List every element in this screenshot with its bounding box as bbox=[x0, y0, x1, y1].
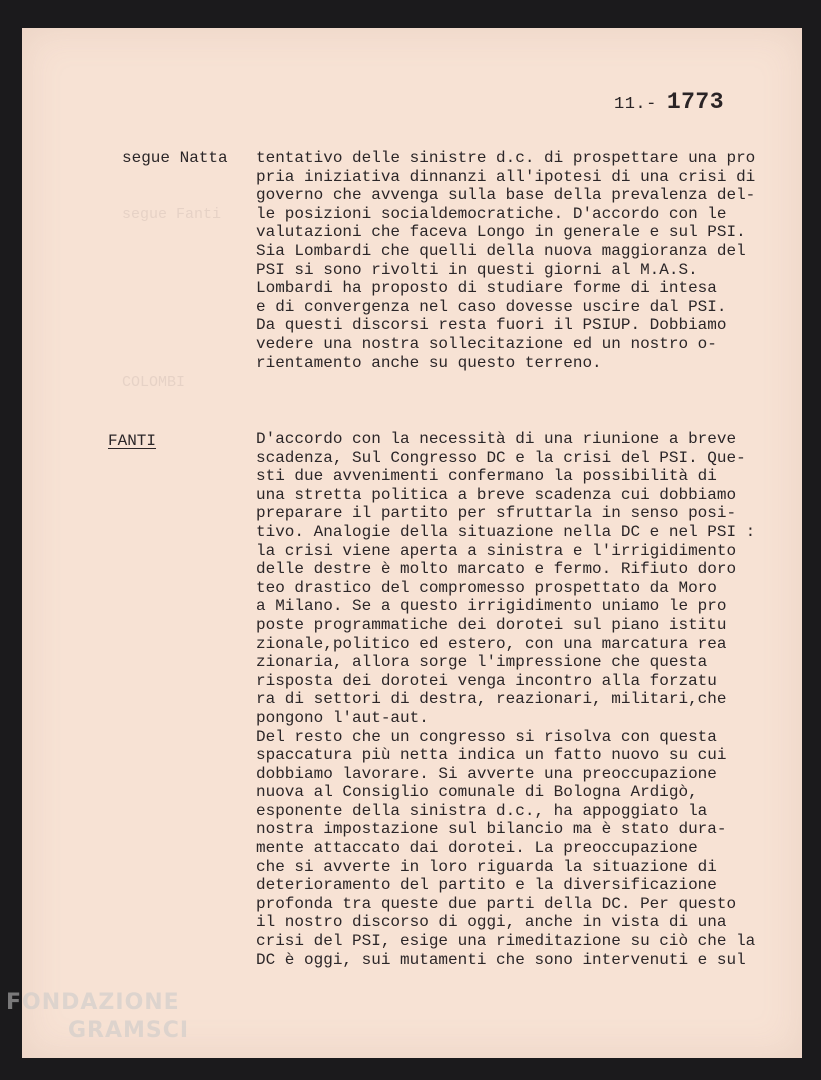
text-line: poste programmatiche dei dorotei sul piano istitu bbox=[256, 615, 727, 634]
text-line: tivo. Analogie della situazione nella DC e nel PSI : bbox=[256, 522, 756, 541]
text-line: Lombardi ha proposto di studiare forme di intesa bbox=[256, 279, 717, 298]
text-line: profonda tra queste due parti della DC. Per questo bbox=[256, 894, 737, 913]
text-line: sti due avvenimenti confermano la possibilità di bbox=[256, 467, 717, 486]
text-line: Da questi discorsi resta fuori il PSIUP. Dobbiamo bbox=[256, 316, 727, 335]
bleed-through-text: segue Fanti bbox=[122, 206, 222, 223]
text-line: tentativo delle sinistre d.c. di prospettare una pro bbox=[256, 149, 756, 167]
text-line: valutazioni che faceva Longo in generale e sul PSI. bbox=[256, 223, 746, 242]
text-line: la crisi viene aperta a sinistra e l'irrigidimento bbox=[256, 541, 737, 560]
page-number bbox=[614, 89, 724, 115]
text-line: teo drastico del compromesso prospettato da Moro bbox=[256, 578, 717, 597]
text-line: rientamento anche su questo terreno. bbox=[256, 353, 602, 372]
page-number-value: 1773 bbox=[666, 89, 725, 115]
watermark-line-2: GRAMSCI bbox=[68, 1018, 190, 1043]
text-line: Sia Lombardi che quelli della nuova maggioranza del bbox=[256, 241, 746, 260]
text-line: governo che avvenga sulla base della prevalenza del- bbox=[256, 186, 756, 205]
text-line: esponente della sinistra d.c., ha appoggiato la bbox=[256, 801, 708, 820]
text-line: pongono l'aut-aut. bbox=[256, 708, 429, 727]
text-line: a Milano. Se a questo irrigidimento uniamo le pro bbox=[256, 597, 727, 616]
text-line: nostra impostazione sul bilancio ma è stato dura- bbox=[256, 820, 727, 839]
text-line: DC è oggi, sui mutamenti che sono intervenuti e sul bbox=[256, 950, 746, 969]
text-line: spaccatura più netta indica un fatto nuovo su cui bbox=[256, 746, 727, 765]
text-line: delle destre è molto marcato e fermo. Rifiuto doro bbox=[256, 560, 737, 579]
text-line: che si avverte in loro riguarda la situazione di bbox=[256, 857, 717, 876]
speaker-label-fanti: FANTI bbox=[108, 432, 157, 450]
text-line: dobbiamo lavorare. Si avverte una preoccupazione bbox=[256, 764, 717, 783]
bleed-through-text: COLOMBI bbox=[122, 374, 186, 391]
text-line: D'accordo con la necessità di una riunione a breve bbox=[256, 430, 737, 448]
text-line: nuova al Consiglio comunale di Bologna Ardigò, bbox=[256, 783, 698, 802]
speech-block-natta bbox=[256, 149, 766, 372]
text-line: ra di settori di destra, reazionari, militari,che bbox=[256, 690, 727, 709]
text-line: pria iniziativa dinnanzi all'ipotesi di una crisi di bbox=[256, 167, 756, 186]
text-line: crisi del PSI, esige una rimeditazione su ciò che la bbox=[256, 932, 756, 951]
text-line: risposta dei dorotei venga incontro alla forzatu bbox=[256, 671, 717, 690]
text-line: preparare il partito per sfruttarla in senso posi- bbox=[256, 504, 737, 523]
text-line: una stretta politica a breve scadenza cui dobbiamo bbox=[256, 485, 737, 504]
text-line: deterioramento del partito e la diversificazione bbox=[256, 876, 717, 895]
text-line: zionale,politico ed estero, con una marcatura rea bbox=[256, 634, 727, 653]
text-line: scadenza, Sul Congresso DC e la crisi del PSI. Que- bbox=[256, 448, 746, 467]
text-line: il nostro discorso di oggi, anche in vista di una bbox=[256, 913, 727, 932]
text-line: mente attaccato dai dorotei. La preoccupazione bbox=[256, 839, 698, 858]
text-line: e di convergenza nel caso dovesse uscire dal PSI. bbox=[256, 297, 727, 316]
text-line: vedere una nostra sollecitazione ed un nostro o- bbox=[256, 334, 717, 353]
watermark-line-1: FONDAZIONE bbox=[6, 990, 180, 1015]
text-line: PSI si sono rivolti in questi giorni al M.A.S. bbox=[256, 260, 698, 279]
archive-watermark bbox=[6, 990, 206, 1060]
speech-block-fanti bbox=[256, 430, 766, 969]
page-number-prefix: 11.- bbox=[614, 95, 657, 114]
text-line: Del resto che un congresso si risolva con questa bbox=[256, 727, 717, 746]
speaker-label-natta: segue Natta bbox=[122, 149, 228, 167]
text-line: le posizioni socialdemocratiche. D'accordo con le bbox=[256, 204, 727, 223]
text-line: zionaria, allora sorge l'impressione che questa bbox=[256, 653, 708, 672]
